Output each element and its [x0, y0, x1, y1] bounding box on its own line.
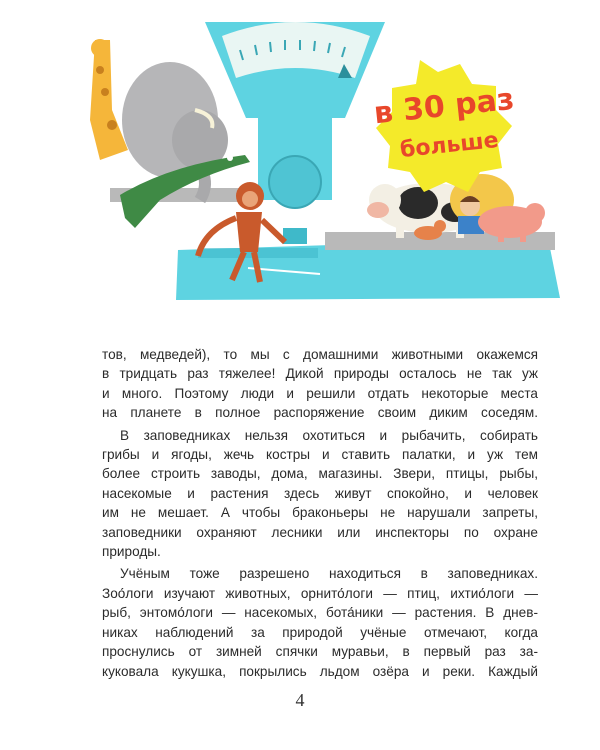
text-line: рыб, энтомо́логи — насекомых, бота́ники — растения. В днев- — [102, 605, 538, 621]
paragraph-3 — [102, 564, 538, 680]
text-line: им не мешает. А чтобы браконьеры не нарушали запреты, — [102, 505, 538, 521]
text-line: Зоо́логи изучают животных, орнито́логи — птиц, ихтио́логи — — [102, 585, 538, 601]
text-line: никах наблюдений за природой учёные отмечают, когда — [102, 624, 538, 640]
paragraph-1 — [102, 345, 538, 423]
text-line: насекомые и растения здесь живут спокойно, и человек — [102, 485, 538, 501]
giraffe-icon — [90, 39, 128, 160]
text-line: куковала кукушка, покрылись льдом озёра и реки. Каждый — [102, 663, 538, 679]
text-line: на планете в полное распоряжение своим диким соседям. — [102, 405, 538, 421]
badge-line1: в 30 раз — [372, 81, 516, 132]
badge — [372, 60, 516, 192]
text-line: грибы и ягоды, жечь костры и ставить палатки, и уж тем — [102, 447, 538, 463]
scale-illustration — [0, 0, 600, 320]
text-line: Учёным тоже разрешено находиться в заповедниках. — [120, 566, 538, 582]
badge-line2: больше — [398, 127, 500, 164]
text-line: природы. — [102, 544, 161, 560]
text-line: более строить заводы, дома, магазины. Звери, птицы, рыбы, — [102, 466, 538, 482]
text-line: в тридцать раз тяжелее! Дикой природы осталось не так уж — [102, 366, 538, 382]
text-line: тов, медведей), то мы с домашними животными окажемся — [102, 347, 538, 362]
text-line: проснулись от зимней спячки муравьи, в первый раз за- — [102, 644, 538, 660]
page-number: 4 — [295, 690, 305, 710]
body-text — [102, 345, 538, 681]
text-line: и много. Поэтому люди и решили отдать некоторые места — [102, 385, 538, 401]
text-line: В заповедниках нельзя охотиться и рыбачить, собирать — [120, 427, 538, 443]
text-line: заповедники охраняют лесники или инспекторы по охране — [102, 524, 538, 540]
paragraph-2 — [102, 426, 538, 562]
